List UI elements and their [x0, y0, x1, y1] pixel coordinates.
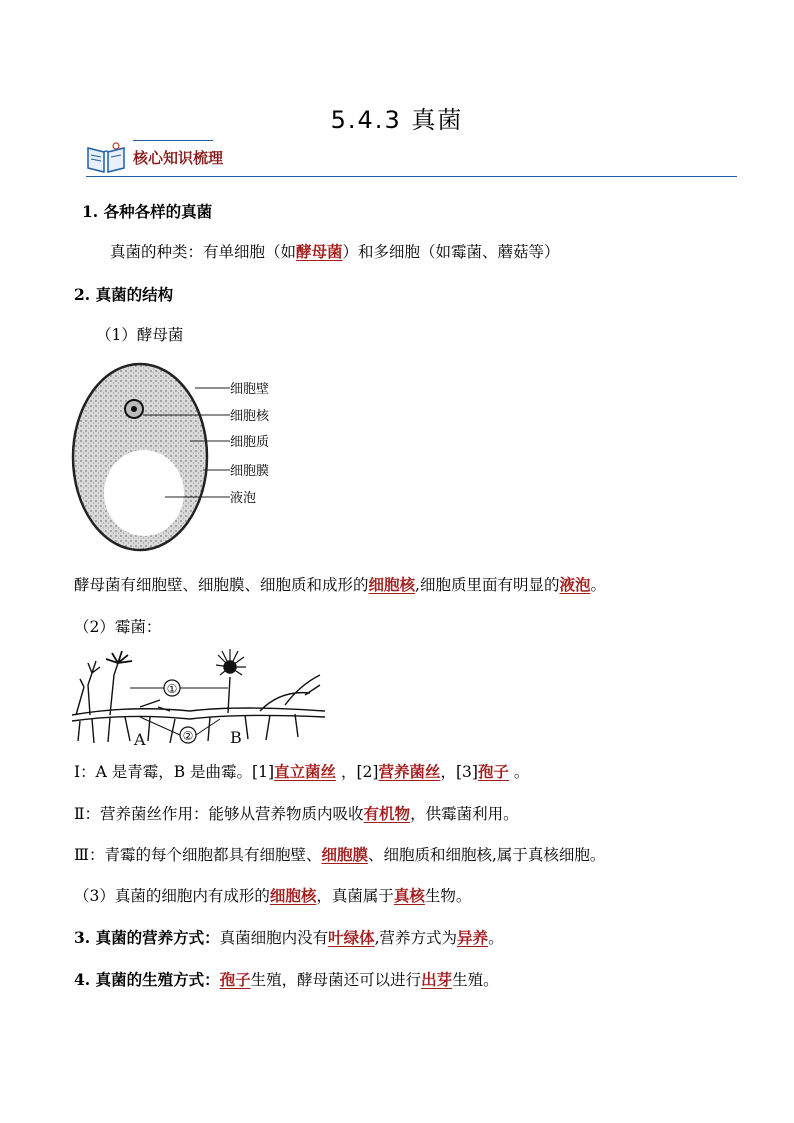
answer: 酵母菌	[296, 242, 343, 261]
text: Ⅲ：青霉的每个细胞都具有细胞壁、	[74, 846, 322, 864]
page-title: 5.4.3 真菌	[330, 106, 464, 134]
label-b: B	[230, 728, 242, 747]
section-3-heading: 3. 真菌的营养方式：	[74, 928, 220, 947]
header-rule	[86, 176, 737, 177]
fungi-cell-text	[74, 884, 471, 906]
text: ,营养方式为	[374, 929, 458, 947]
section-header-label: 核心知识梳理	[133, 149, 224, 167]
answer: 细胞核	[368, 575, 416, 594]
label-cell-wall: 细胞壁	[230, 382, 270, 397]
answer: 直立菌丝	[274, 762, 337, 781]
text: 生殖，酵母菌还可以进行	[250, 971, 422, 989]
answer: 异养	[457, 928, 489, 947]
text: 真菌细胞内没有	[219, 929, 329, 947]
yeast-structure-text	[74, 573, 606, 595]
text: Ⅰ：A 是青霉，B 是曲霉。[1]	[74, 763, 275, 781]
callout-1: ①	[166, 682, 178, 696]
text: ，真菌属于	[316, 887, 394, 905]
text: ）和多细胞（如霉菌、蘑菇等）	[342, 243, 560, 261]
text: 。	[488, 929, 504, 947]
answer: 有机物	[363, 804, 411, 823]
fungi-types-text	[110, 240, 560, 262]
subheading-yeast: （1）酵母菌	[96, 326, 184, 344]
section-4-line	[74, 968, 499, 990]
open-book-icon	[84, 140, 128, 176]
answer: 出芽	[421, 970, 453, 989]
text: Ⅱ：营养菌丝作用：能够从营养物质内吸收	[74, 805, 364, 823]
label-cell-membrane: 细胞膜	[230, 464, 270, 479]
mold-point-ii	[74, 802, 519, 824]
answer: 真核	[393, 886, 425, 905]
text: 。	[508, 763, 530, 781]
mold-point-i	[74, 760, 529, 782]
vacuole	[104, 450, 184, 536]
label-nucleus: 细胞核	[230, 409, 270, 424]
text: 生物。	[424, 887, 472, 905]
answer: 细胞核	[269, 886, 317, 905]
label-vacuole: 液泡	[230, 491, 257, 506]
text: 生殖。	[452, 971, 499, 989]
text: （3）真菌的细胞内有成形的	[74, 887, 270, 905]
answer: 营养菌丝	[378, 762, 441, 781]
mold-point-iii	[74, 843, 605, 865]
header-top-rule	[133, 140, 213, 141]
answer: 孢子	[477, 762, 509, 781]
section-3-line	[74, 926, 504, 948]
text: ，[2]	[336, 763, 379, 781]
text: 真菌的种类：有单细胞（如	[110, 243, 297, 261]
text: ,细胞质里面有明显的	[415, 576, 560, 594]
subheading-mold: （2）霉菌：	[74, 618, 162, 636]
yeast-cell-diagram	[70, 360, 300, 560]
text: 、细胞质和细胞核,属于真核细胞。	[367, 846, 606, 864]
section-2-heading: 2. 真菌的结构	[74, 285, 174, 304]
answer: 液泡	[559, 575, 591, 594]
mold-diagram	[70, 645, 330, 750]
label-cytoplasm: 细胞质	[230, 435, 270, 450]
answer: 孢子	[219, 970, 251, 989]
text: ，供霉菌利用。	[410, 805, 519, 823]
section-4-heading: 4. 真菌的生殖方式：	[74, 970, 220, 989]
text: ，[3]	[440, 763, 478, 781]
section-1-heading: 1. 各种各样的真菌	[82, 202, 213, 221]
text: 酵母菌有细胞壁、细胞膜、细胞质和成形的	[74, 576, 369, 594]
callout-2: ②	[182, 729, 194, 743]
answer: 叶绿体	[328, 928, 375, 947]
label-a: A	[134, 730, 146, 749]
text: 。	[590, 576, 606, 594]
answer: 细胞膜	[321, 845, 368, 864]
